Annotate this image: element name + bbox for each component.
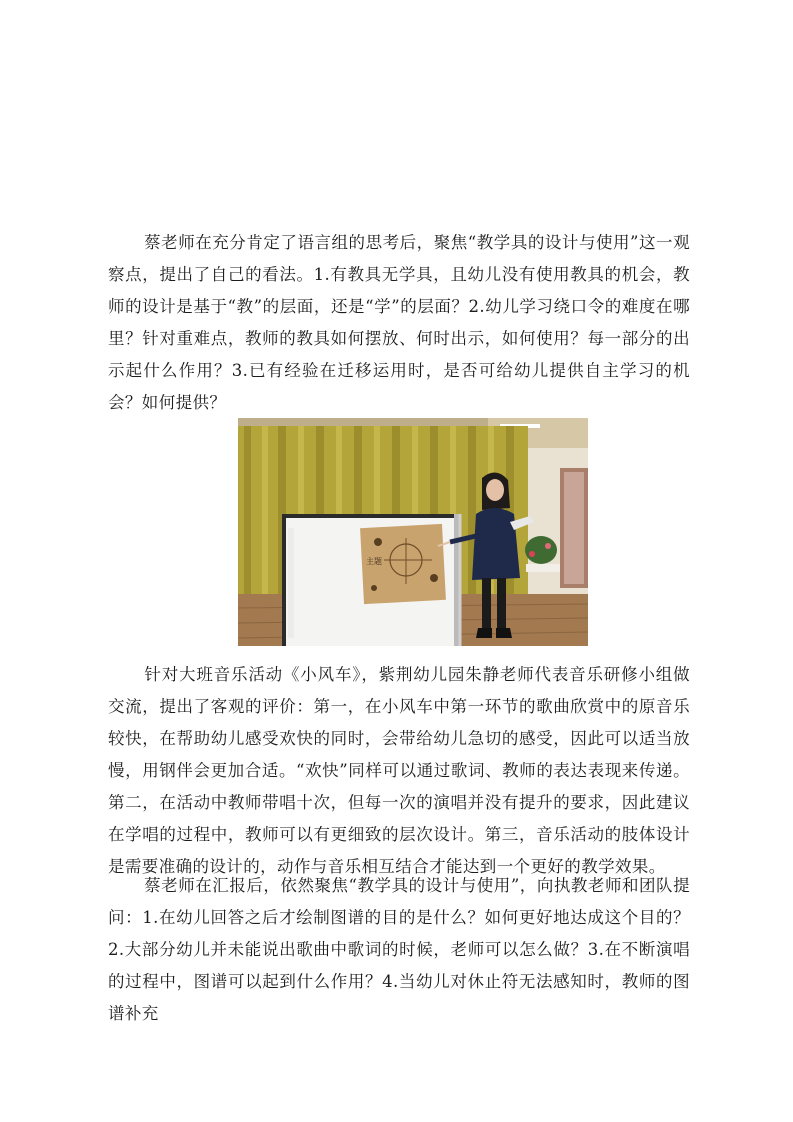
paragraph-2 [108,659,690,883]
classroom-photo-drawing [238,418,588,646]
plant [525,536,557,564]
chart-label: 主题 [366,557,382,566]
paragraph-1 [108,227,690,419]
paper-chart [360,524,446,604]
paragraph-1-text: 蔡老师在充分肯定了语言组的思考后，聚焦“教学具的设计与使用”这一观察点，提出了自己的看法。1.有教具无学具，且幼儿没有使用教具的机会，教师的设计是基于“教”的层面，还是“学”的层面？2.幼儿学习绕口令的难度在哪里？针对重难点，教师的教具如何摆放、何时出示，如何使用？每一部分的出示起什么作用？3.已有经验在迁移运用时，是否可给幼儿提供自主学习的机会？如何提供？ [108,233,690,412]
planter [526,564,560,572]
paragraph-3-text: 蔡老师在汇报后，依然聚焦“教学具的设计与使用”，向执教老师和团队提问：1.在幼儿回答之后才绘制图谱的目的是什么？如何更好地达成这个目的？2.大部分幼儿并未能说出歌曲中歌词的时候，老师可以怎么做？3.在不断演唱的过程中，图谱可以起到什么作用？4.当幼儿对休止符无法感知时，教师的图谱补充 [108,876,690,1023]
paragraph-3 [108,870,690,1122]
window-pane [564,472,584,584]
paragraph-2-text: 针对大班音乐活动《小风车》，紫荆幼儿园朱静老师代表音乐研修小组做交流，提出了客观的评价：第一，在小风车中第一环节的歌曲欣赏中的原音乐较快，在帮助幼儿感受欢快的同时，会带给幼儿急切的感受，因此可以适当放慢，用钢伴会更加合适。“欢快”同样可以通过歌词、教师的表达表现来传递。第二，在活动中教师带唱十次，但每一次的演唱并没有提升的要求，因此建议在学唱的过程中，教师可以有更细致的层次设计。第三，音乐活动的肢体设计是需要准确的设计的，动作与音乐相互结合才能达到一个更好的教学效果。 [108,665,690,876]
classroom-photo [238,418,588,646]
